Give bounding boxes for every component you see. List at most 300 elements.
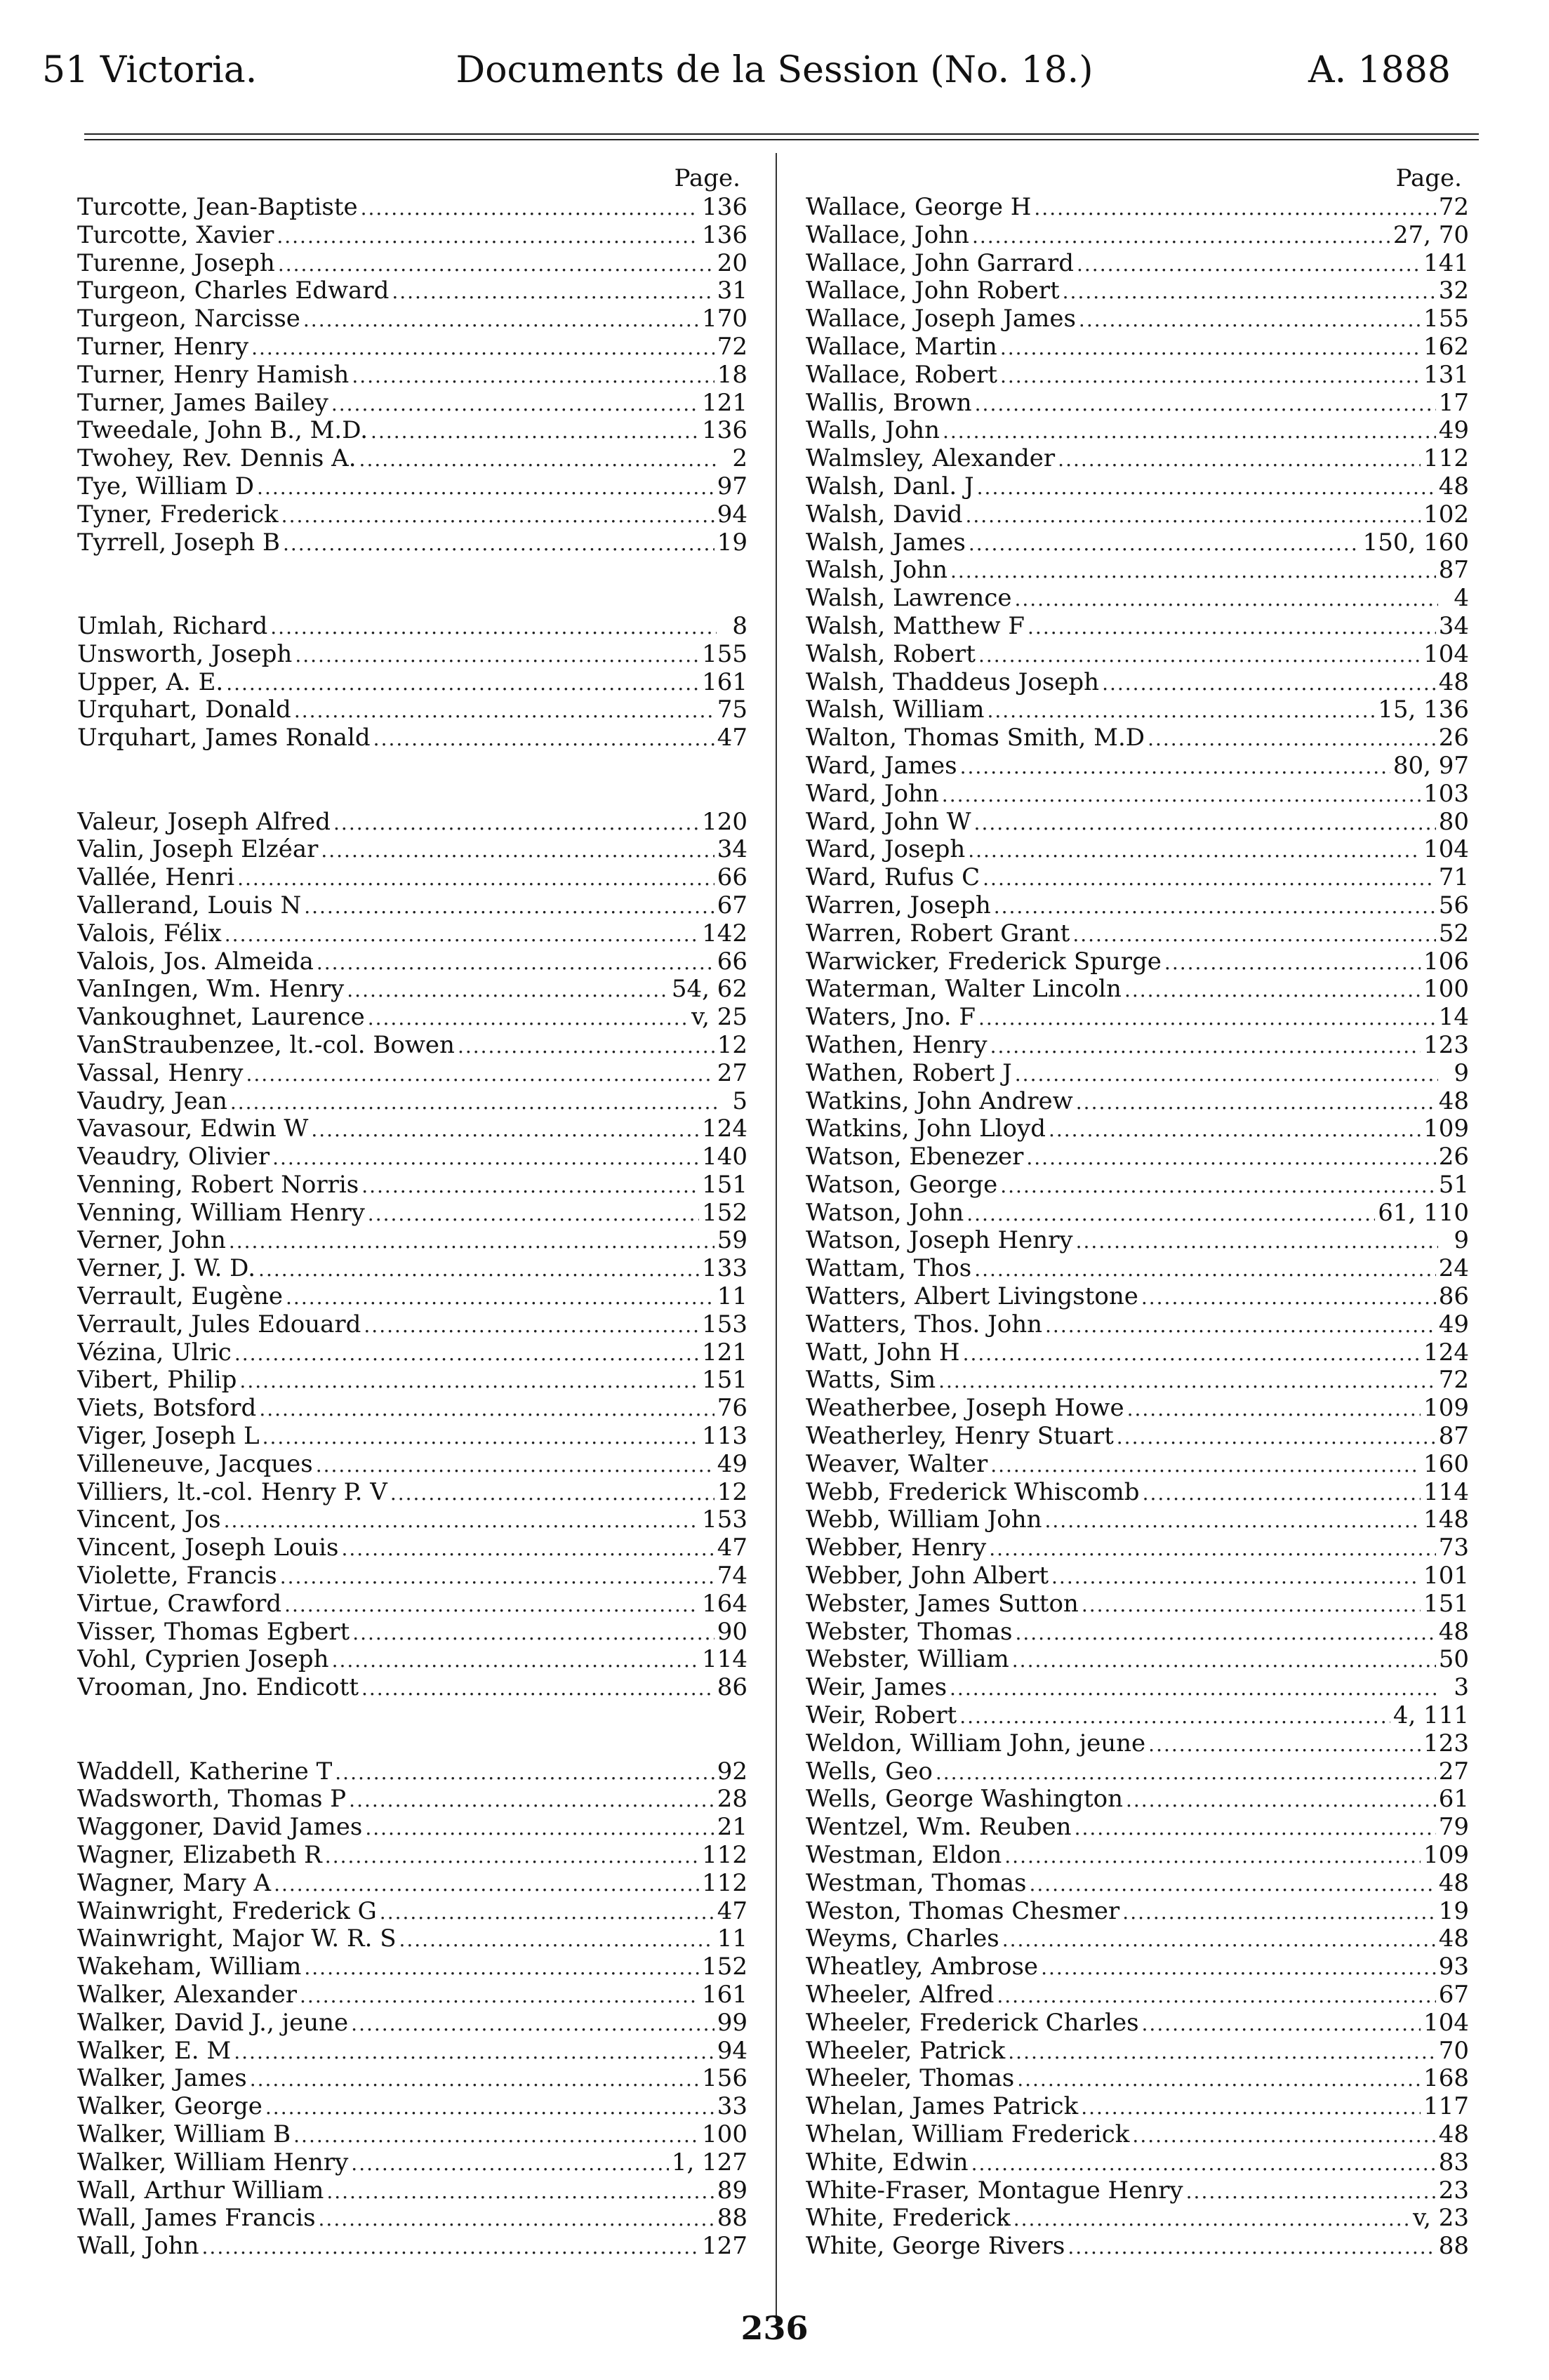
index-entry [77,613,747,641]
index-entry [806,1395,1469,1423]
dot-leader [371,418,699,445]
entry-page: 106 [1423,948,1469,976]
entry-name: Webb, Frederick Whiscomb [806,1478,1140,1506]
index-entry [806,1283,1469,1311]
entry-page: 27 [1438,1757,1469,1786]
entry-name: Webster, Thomas [806,1618,1013,1646]
index-entry [806,2065,1469,2093]
entry-page: 75 [717,696,747,724]
entry-name: Verrault, Eugène [77,1283,284,1311]
entry-name: Wagner, Elizabeth R [77,1842,322,1870]
entry-page: 112 [1423,445,1469,473]
dot-leader [250,2066,699,2093]
dot-leader [994,893,1436,920]
entry-name: Turgeon, Narcisse [77,305,300,333]
header-volume: 51 Victoria. [42,49,258,91]
dot-leader [1029,1870,1435,1898]
entry-page: 17 [1438,389,1469,417]
dot-leader [971,2150,1436,2177]
index-entry [77,1367,747,1395]
entry-name: Ward, John [806,780,939,808]
index-entry [77,361,747,390]
entry-page: 31 [717,277,747,305]
dot-leader [311,1116,699,1143]
index-entry [806,1255,1469,1283]
dot-leader [251,334,714,361]
index-entry [806,557,1469,585]
index-entry [806,333,1469,361]
index-entry [806,2037,1469,2066]
entry-name: Wallace, John Robert [806,277,1060,305]
entry-page: 49 [1438,1310,1469,1338]
dot-leader [270,613,717,641]
entry-name: Wall, Arthur William [77,2176,324,2205]
entry-name: Webb, William John [806,1506,1042,1534]
index-entry [806,250,1469,278]
entry-page: 61 [1438,1786,1469,1814]
index-entry [806,361,1469,390]
entry-page: 117 [1423,2093,1469,2121]
entry-page: 124 [702,1115,747,1143]
index-entry [77,1590,747,1618]
entry-name: Walker, David J., jeune [77,2009,349,2037]
index-entry [77,1255,747,1283]
index-entry [806,222,1469,250]
dot-leader [262,1423,700,1451]
entry-name: Walsh, James [806,528,966,557]
index-entry [77,1534,747,1562]
entry-page: 51 [1438,1171,1469,1199]
entry-name: Umlah, Richard [77,612,268,640]
dot-leader [990,1451,1421,1479]
page-column-heading: Page. [674,164,740,192]
entry-page: 61, 110 [1378,1199,1469,1227]
index-column-left [77,163,747,2261]
entry-page: 74 [717,1562,747,1590]
index-entry [806,1730,1469,1758]
entry-name: Vrooman, Jno. Endicott [77,1674,359,1702]
entry-name: Walsh, Danl. J [806,472,974,500]
index-list-left [77,194,747,2261]
dot-leader [1041,1954,1436,1981]
entry-page: 18 [717,361,747,389]
index-entry [806,1898,1469,1926]
index-entry [806,1143,1469,1171]
index-entry [77,1339,747,1367]
entry-page: 153 [702,1310,747,1338]
index-entry [77,250,747,278]
index-entry [77,1925,747,1953]
entry-name: Turner, Henry [77,333,249,361]
entry-name: Ward, Joseph [806,836,966,864]
letter-group-gap [77,1702,747,1758]
dot-leader [1063,278,1436,305]
entry-page: 11 [717,1283,747,1311]
dot-leader [281,502,714,529]
entry-name: Webster, William [806,1646,1009,1674]
dot-leader [1004,1842,1421,1870]
index-entry [77,1842,747,1870]
entry-page: 21 [717,1814,747,1842]
dot-leader [351,2010,714,2037]
entry-page: 86 [1438,1283,1469,1311]
index-entry [806,892,1469,920]
dot-leader [1186,2178,1436,2205]
entry-page: 153 [702,1506,747,1534]
entry-page: v, 23 [1412,2205,1469,2233]
dot-leader [349,1786,714,1814]
entry-page: 104 [1423,2009,1469,2037]
entry-name: Wallace, Robert [806,361,997,389]
index-entry [806,1032,1469,1060]
entry-name: Webster, James Sutton [806,1590,1079,1618]
entry-name: Weir, James [806,1674,948,1702]
entry-name: Webber, Henry [806,1534,987,1562]
dot-leader [239,1367,699,1395]
entry-name: Vassal, Henry [77,1059,244,1087]
letter-group-gap [77,752,747,809]
entry-name: Tyrrell, Joseph B [77,528,280,557]
dot-leader [1051,1563,1421,1590]
entry-name: Westman, Eldon [806,1842,1002,1870]
entry-name: Upper, A. E. [77,668,224,696]
index-entry [77,1311,747,1339]
index-entry [806,2177,1469,2205]
index-entry [77,390,747,418]
dot-leader [284,1591,699,1618]
entry-page: 34 [1438,612,1469,640]
dot-leader [950,1675,1438,1702]
index-entry [806,669,1469,697]
dot-leader [990,1032,1421,1060]
entry-name: Tye, William D [77,472,255,500]
entry-name: Wathen, Henry [806,1031,988,1059]
index-entry [806,1451,1469,1479]
entry-name: VanIngen, Wm. Henry [77,976,345,1004]
entry-name: Valeur, Joseph Alfred [77,808,331,836]
entry-page: 168 [1423,2065,1469,2093]
dot-leader [969,530,1360,557]
entry-page: 136 [702,221,747,249]
entry-page: 100 [702,2120,747,2148]
entry-name: Westman, Thomas [806,1869,1027,1897]
dot-leader [950,557,1436,585]
dot-leader [321,837,714,864]
entry-page: 73 [1438,1534,1469,1562]
entry-page: 48 [1438,1925,1469,1953]
entry-name: Walker, William B [77,2120,291,2148]
dot-leader [1000,334,1421,361]
header-rule [84,139,1479,140]
entry-name: Walls, John [806,417,940,445]
dot-leader [1127,1395,1421,1423]
entry-name: Wentzel, Wm. Reuben [806,1814,1072,1842]
entry-page: 101 [1423,1562,1469,1590]
index-entry [806,1227,1469,1255]
index-entry [77,669,747,697]
index-entry [806,445,1469,473]
dot-leader [959,1703,1390,1730]
dot-leader [352,362,714,390]
entry-page: 152 [702,1953,747,1981]
entry-page: 162 [1423,333,1469,361]
dot-leader [987,697,1375,724]
entry-page: 151 [702,1367,747,1395]
entry-name: Verner, J. W. D. [77,1255,256,1283]
dot-leader [1013,2205,1410,2233]
dot-leader [942,781,1421,809]
entry-page: 90 [717,1618,747,1646]
index-entry [77,1143,747,1171]
entry-page: 59 [717,1227,747,1255]
dot-leader [272,1144,699,1171]
entry-page: 24 [1438,1255,1469,1283]
entry-name: Wadsworth, Thomas P [77,1786,347,1814]
dot-leader [230,1089,717,1116]
index-entry [77,948,747,976]
entry-name: Walsh, Matthew F [806,612,1025,640]
entry-page: 4 [1454,585,1469,613]
entry-name: Turcotte, Xavier [77,221,274,249]
index-entry [77,2037,747,2066]
index-entry [806,529,1469,557]
dot-leader [277,222,699,250]
entry-name: Wall, John [77,2233,199,2261]
entry-page: 151 [702,1171,747,1199]
dot-leader [963,1340,1421,1367]
entry-page: 47 [717,1897,747,1925]
entry-name: Visser, Thomas Egbert [77,1618,350,1646]
entry-name: Wainwright, Frederick G [77,1897,377,1925]
entry-page: 8 [732,612,747,640]
dot-leader [1045,1312,1436,1339]
index-entry [806,2121,1469,2149]
entry-name: Walker, James [77,2065,247,2093]
entry-name: Whelan, William Frederick [806,2120,1130,2148]
entry-page: 48 [1438,1618,1469,1646]
dot-leader [972,222,1390,250]
index-entry [77,501,747,529]
entry-name: Webber, John Albert [806,1562,1049,1590]
dot-leader [983,865,1436,892]
index-entry [806,277,1469,305]
dot-leader [975,390,1436,418]
index-entry [77,2149,747,2177]
entry-page: 56 [1438,891,1469,919]
entry-page: 109 [1423,1395,1469,1423]
dot-leader [361,1172,699,1199]
dot-leader [1143,1480,1421,1507]
entry-name: Twohey, Rev. Dennis A. [77,445,357,473]
entry-name: Verrault, Jules Edouard [77,1310,361,1338]
entry-page: 72 [1438,194,1469,221]
index-entry [806,1311,1469,1339]
dot-leader [304,1954,699,1981]
entry-name: Vankoughnet, Laurence [77,1004,365,1032]
dot-leader [943,418,1436,445]
index-entry [806,1479,1469,1507]
entry-page: 161 [702,1981,747,2009]
index-entry [77,2121,747,2149]
entry-page: 70 [1438,2037,1469,2065]
index-entry [806,1814,1469,1842]
entry-page: 28 [717,1786,747,1814]
entry-name: Warwicker, Frederick Spurge [806,948,1162,976]
dot-leader [280,1563,714,1590]
index-entry [77,222,747,250]
entry-page: 50 [1438,1646,1469,1674]
entry-page: 155 [1423,305,1469,333]
entry-name: Venning, William Henry [77,1199,365,1227]
index-entry [77,1060,747,1088]
entry-page: 48 [1438,1869,1469,1897]
entry-name: Watts, Sim [806,1367,936,1395]
letter-group-gap [77,557,747,613]
index-entry [77,724,747,752]
dot-leader [1045,1507,1421,1534]
index-entry [77,1004,747,1032]
index-entry [77,277,747,305]
index-entry [806,1115,1469,1143]
entry-page: 100 [1423,976,1469,1004]
entry-name: Vibert, Philip [77,1367,237,1395]
index-entry [77,1562,747,1590]
index-entry [806,1339,1469,1367]
entry-name: Wallis, Brown [806,389,972,417]
entry-page: 83 [1438,2148,1469,2176]
dot-leader [1026,1144,1435,1171]
entry-page: 94 [717,500,747,528]
index-entry [806,1590,1469,1618]
dot-leader [1015,1619,1435,1647]
index-entry [77,305,747,333]
dot-leader [1000,1172,1435,1199]
entry-name: Vallée, Henri [77,864,235,892]
entry-page: 148 [1423,1506,1469,1534]
index-entry [806,1758,1469,1786]
entry-name: Wathen, Robert J [806,1059,1012,1087]
index-entry [77,1088,747,1116]
entry-page: 141 [1423,249,1469,277]
entry-page: 123 [1423,1729,1469,1757]
entry-page: 33 [717,2093,747,2121]
index-entry [806,305,1469,333]
entry-name: Weaver, Walter [806,1450,988,1478]
index-entry [806,1423,1469,1451]
index-entry [806,473,1469,501]
entry-name: Turcotte, Jean-Baptiste [77,194,358,221]
entry-name: Viger, Joseph L [77,1423,260,1451]
entry-page: 15, 136 [1378,696,1469,724]
page-header [42,49,1507,105]
index-entry [77,1758,747,1786]
dot-leader [1072,921,1435,948]
index-entry [77,1115,747,1143]
index-entry [77,1674,747,1702]
dot-leader [1082,1591,1421,1618]
column-divider [776,153,777,2322]
entry-name: Watson, John [806,1199,964,1227]
entry-name: Watters, Thos. John [806,1310,1043,1338]
dot-leader [1132,2122,1435,2149]
entry-name: Watkins, John Andrew [806,1087,1073,1115]
entry-page: 93 [1438,1953,1469,1981]
entry-name: Walton, Thomas Smith, M.D [806,724,1145,752]
entry-page: 89 [717,2176,747,2205]
index-entry [77,2093,747,2121]
dot-leader [295,641,699,669]
dot-leader [1141,1284,1436,1311]
dot-leader [1079,306,1421,333]
entry-page: 66 [717,864,747,892]
entry-page: 155 [702,640,747,668]
entry-name: Wainwright, Major W. R. S [77,1925,397,1953]
entry-name: Watt, John H [806,1338,960,1367]
dot-leader [1126,1786,1436,1814]
index-entry [77,2177,747,2205]
entry-page: 48 [1438,472,1469,500]
entry-name: Unsworth, Joseph [77,640,293,668]
dot-leader [293,2122,699,2149]
entry-page: 34 [717,836,747,864]
entry-page: 72 [1438,1367,1469,1395]
dot-leader [966,1200,1375,1228]
entry-name: White, Edwin [806,2148,969,2176]
entry-name: Warren, Joseph [806,891,991,919]
index-entry [77,836,747,864]
entry-name: Valois, Jos. Almeida [77,948,314,976]
dot-leader [246,1061,714,1088]
entry-page: 160 [1423,1450,1469,1478]
dot-leader [1008,2038,1435,2066]
dot-leader [974,809,1436,837]
dot-leader [274,1870,699,1898]
entry-name: Walker, E. M [77,2037,232,2065]
index-entry [806,948,1469,976]
index-entry [806,1618,1469,1647]
index-entry [77,1870,747,1898]
entry-page: 26 [1438,1143,1469,1171]
entry-page: 127 [702,2233,747,2261]
entry-page: 11 [717,1925,747,1953]
entry-name: White-Fraser, Montague Henry [806,2176,1183,2205]
entry-name: Wells, Geo [806,1757,933,1786]
dot-leader [229,1228,714,1255]
entry-page: 103 [1423,780,1469,808]
entry-page: 112 [702,1869,747,1897]
entry-name: Waddell, Katherine T [77,1757,333,1786]
entry-page: 150, 160 [1362,528,1469,557]
entry-name: Urquhart, Donald [77,696,291,724]
entry-page: 27, 70 [1392,221,1469,249]
entry-page: 12 [717,1031,747,1059]
entry-name: Verner, John [77,1227,226,1255]
entry-name: Walsh, Robert [806,640,976,668]
entry-name: Whelan, James Patrick [806,2093,1079,2121]
dot-leader [347,976,669,1004]
dot-leader [202,2233,700,2261]
header-rule [84,133,1479,135]
dot-leader [977,474,1436,501]
index-entry [77,2065,747,2093]
dot-leader [319,2205,714,2233]
entry-name: Wallace, John [806,221,969,249]
index-entry [806,1786,1469,1814]
entry-page: 66 [717,948,747,976]
dot-leader [1148,725,1436,752]
dot-leader [1076,1228,1438,1255]
index-entry [77,417,747,445]
